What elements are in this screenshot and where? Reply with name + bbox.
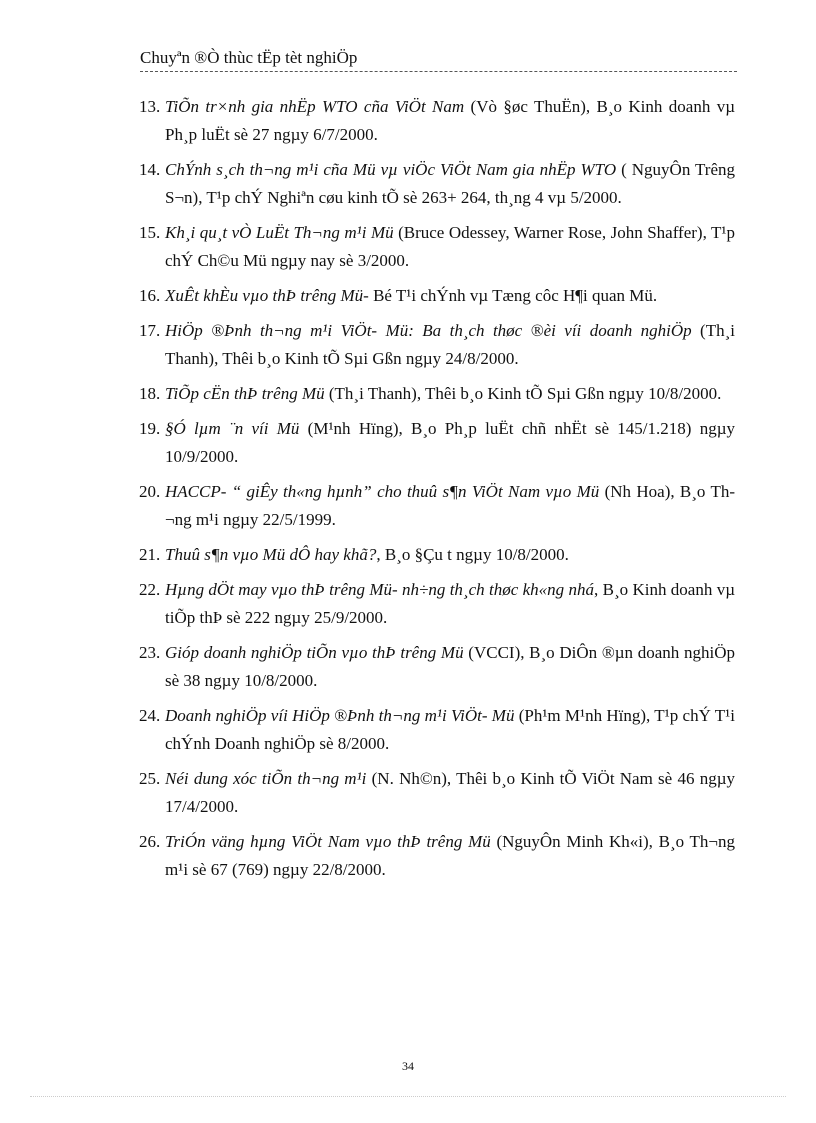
reference-source: (Nh Hoa), B¸o Th¬ng m¹i ngµy 22/5/1999.: [165, 482, 736, 529]
reference-item: [139, 219, 735, 275]
reference-source: ( NguyÔn Trêng S¬n), T¹p chÝ Nghiªn cøu kinh tÕ sè 263+ 264, th¸ng 4 vµ 5/2000.: [165, 160, 736, 207]
reference-number: 23.: [139, 643, 161, 662]
reference-source: (M¹nh Hïng), B¸o Ph¸p luËt chñ nhËt sè 145/1.218) ngµy 10/9/2000.: [165, 419, 735, 466]
reference-title: HiÖp ®Þnh th¬ng m¹i ViÖt- Mü: Ba th¸ch thøc ®èi víi doanh nghiÖp: [165, 321, 692, 340]
reference-source: , B¸o Kinh doanh vµ tiÕp thÞ sè 222 ngµy 25/9/2000.: [165, 580, 735, 627]
reference-item: [139, 317, 735, 373]
reference-number: 25.: [139, 769, 161, 788]
reference-number: 14.: [139, 160, 161, 179]
reference-number: 24.: [139, 706, 161, 725]
reference-source: (VCCI), B¸o DiÔn ®µn doanh nghiÖp sè 38 ngµy 10/8/2000.: [165, 643, 735, 690]
page-bottom-divider: [30, 1096, 786, 1097]
reference-number: 17.: [139, 321, 161, 340]
reference-item: [139, 380, 735, 408]
reference-list: [139, 93, 735, 891]
reference-item: [139, 639, 735, 695]
reference-source: (Th¸i Thanh), Thêi b¸o Kinh tÕ Sµi Gßn ngµy 10/8/2000.: [324, 384, 722, 403]
reference-source: (N. Nh©n), Thêi b¸o Kinh tÕ ViÖt Nam sè 46 ngµy 17/4/2000.: [165, 769, 735, 816]
reference-source: (Ph¹m M¹nh Hïng), T¹p chÝ T¹i chÝnh Doanh nghiÖp sè 8/2000.: [165, 706, 736, 753]
header-divider: [140, 71, 737, 72]
reference-title: ChÝnh s¸ch th¬ng m¹i cña Mü vµ viÖc ViÖt Nam gia nhËp WTO: [165, 160, 617, 179]
reference-item: [139, 93, 735, 149]
reference-title: Kh¸i qu¸t vÒ LuËt Th¬ng m¹i Mü: [165, 223, 394, 242]
reference-item: [139, 828, 735, 884]
page-number: 34: [402, 1059, 414, 1073]
reference-number: 20.: [139, 482, 161, 501]
reference-title: Hµng dÖt may vµo thÞ trêng Mü- nh÷ng th¸ch thøc kh«ng nhá: [165, 580, 594, 599]
reference-source: (NguyÔn Minh Kh«i), B¸o Th¬ng m¹i sè 67 (769) ngµy 22/8/2000.: [165, 832, 735, 879]
reference-title: Néi dung xóc tiÕn th¬ng m¹i: [165, 769, 367, 788]
reference-item: [139, 282, 735, 310]
reference-item: [139, 156, 735, 212]
reference-item: [139, 576, 735, 632]
reference-number: 13.: [139, 97, 161, 116]
reference-item: [139, 415, 735, 471]
reference-source: - Bé T¹i chÝnh vµ Tæng côc H¶i quan Mü.: [363, 286, 658, 305]
page-header-title: Chuyªn ®Ò thùc tËp tèt nghiÖp: [140, 48, 358, 67]
reference-number: 15.: [139, 223, 161, 242]
reference-source: (Vò §øc ThuËn), B¸o Kinh doanh vµ Ph¸p luËt sè 27 ngµy 6/7/2000.: [165, 97, 736, 144]
reference-title: TiÕn tr×nh gia nhËp WTO cña ViÖt Nam: [165, 97, 465, 116]
reference-source: , B¸o §Çu t ngµy 10/8/2000.: [376, 545, 569, 564]
reference-number: 26.: [139, 832, 161, 851]
reference-number: 19.: [139, 419, 161, 438]
reference-title: TriÓn väng hµng ViÖt Nam vµo thÞ trêng Mü: [165, 832, 491, 851]
reference-title: HACCP- “ giÊy th«ng hµnh” cho thuû s¶n ViÖt Nam vµo Mü: [165, 482, 600, 501]
reference-number: 22.: [139, 580, 161, 599]
reference-item: [139, 478, 735, 534]
reference-title: Gióp doanh nghiÖp tiÕn vµo thÞ trêng Mü: [165, 643, 464, 662]
reference-title: XuÊt khÈu vµo thÞ trêng Mü: [165, 286, 364, 305]
reference-item: [139, 541, 735, 569]
reference-title: §Ó lµm ¨n víi Mü: [165, 419, 300, 438]
reference-source: (Th¸i Thanh), Thêi b¸o Kinh tÕ Sµi Gßn ngµy 24/8/2000.: [165, 321, 735, 368]
reference-number: 18.: [139, 384, 161, 403]
reference-source: (Bruce Odessey, Warner Rose, John Shaffer), T¹p chÝ Ch©u Mü ngµy nay sè 3/2000.: [165, 223, 735, 270]
reference-title: TiÕp cËn thÞ trêng Mü: [165, 384, 325, 403]
reference-item: [139, 765, 735, 821]
reference-item: [139, 702, 735, 758]
reference-number: 21.: [139, 545, 161, 564]
reference-title: Doanh nghiÖp víi HiÖp ®Þnh th¬ng m¹i ViÖt- Mü: [165, 706, 515, 725]
reference-title: Thuû s¶n vµo Mü dÔ hay khã?: [165, 545, 377, 564]
reference-number: 16.: [139, 286, 161, 305]
